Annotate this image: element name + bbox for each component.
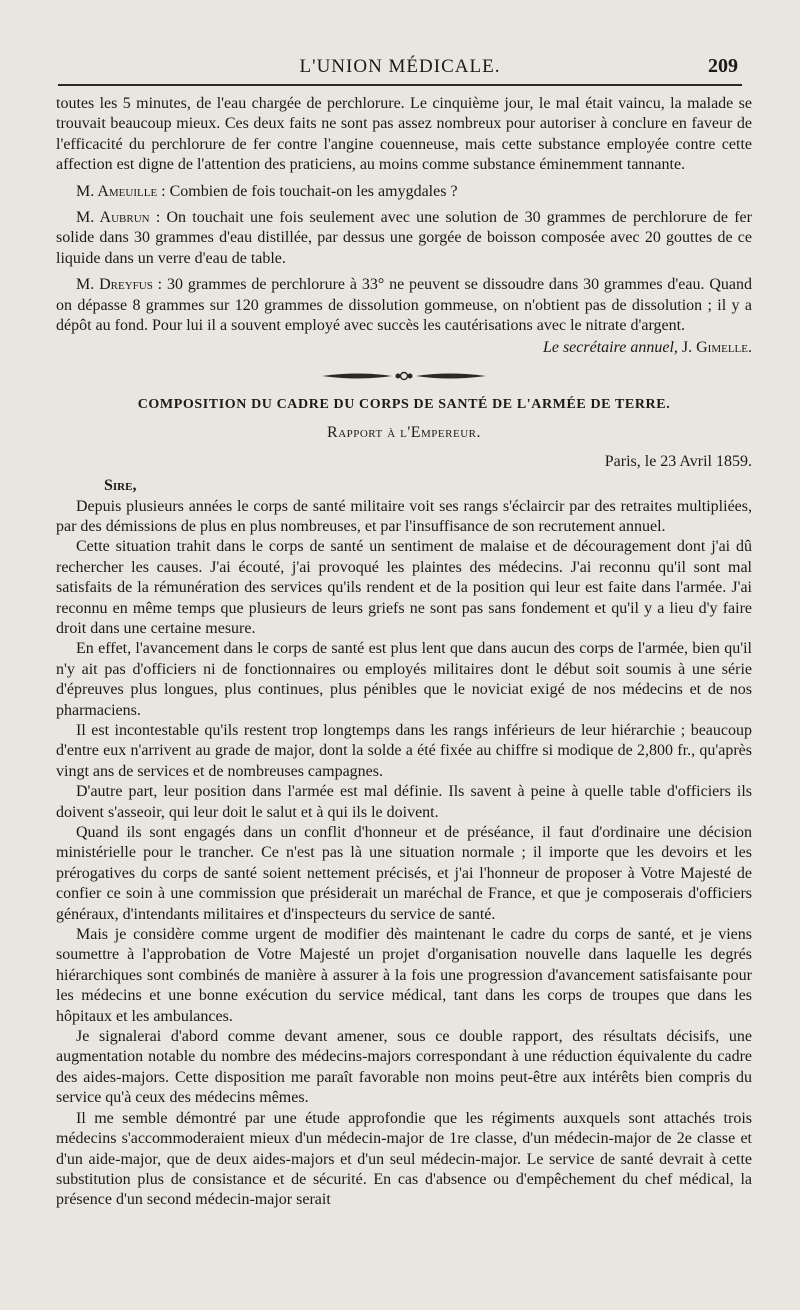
discussion-entry (56, 275, 752, 336)
intro-paragraph: toutes les 5 minutes, de l'eau chargée de perchlorure. Le cinquième jour, le mal était vaincu, la malade se trouvait beaucoup mieux. Ces deux faits ne sont pas assez nombreux pour autoriser à conclure en faveur de l'efficacité du perchlorure de fer contre l'angine couenneuse, mais cette substance employée contre cette affection est digne de l'attention des praticiens, au moins comme substance éminemment tannante. (56, 95, 752, 174)
discussion-text: Combien de fois touchait-on les amygdales ? (169, 182, 458, 200)
speaker-name: M. Aubrun : (76, 209, 161, 227)
signature-role: Le secrétaire annuel, (542, 339, 678, 357)
body-paragraph: Cette situation trahit dans le corps de santé un sentiment de malaise et de découragement dont j'ai dû rechercher les causes. J'ai écouté, j'ai provoqué les plaintes des médecins. J'ai reconnu qu'il sont mal satisfaits de la rémunération des services qu'ils rendent et de la position qui leur est faite dans l'armée. J'ai reconnu en même temps que plusieurs de leurs griefs ne sont pas sans fondement et qu'il y a lieu d'y faire droit dans une certaine mesure. (56, 538, 752, 637)
ornament-divider (56, 369, 752, 383)
body-text (56, 94, 752, 1211)
discussion-entry (56, 208, 752, 269)
section-title: COMPOSITION DU CADRE DU CORPS DE SANTÉ DE L'ARMÉE DE TERRE. (137, 396, 671, 412)
body-paragraph: Depuis plusieurs années le corps de santé militaire voit ses rangs s'éclaircir par des retraites multipliées, par des démissions de plus en plus nombreuses, et par l'insuffisance de son recrutement annuel. (56, 497, 752, 535)
running-header (58, 44, 742, 86)
body-paragraph: En effet, l'avancement dans le corps de santé est plus lent que dans aucun des corps de l'armée, bien qu'il n'y ait pas d'officiers ni de fonctionnaires ou employés militaires dont le début soit soumis à une série d'épreuves plus longues, plus continues, plus pénibles que le noviciat exigé de nos médecins et de nos pharmaciens. (56, 640, 752, 719)
journal-title: L'UNION MÉDICALE. (299, 56, 501, 77)
speaker-name: M. Ameuille : (76, 182, 166, 200)
page-number: 209 (708, 55, 738, 77)
discussion-text: On touchait une fois seulement avec une solution de 30 grammes de perchlorure de fer solide dans 30 grammes d'eau distillée, par dessus une gorgée de boisson composée avec 20 gouttes de ce liquide dans un verre d'eau de table. (56, 209, 752, 267)
body-paragraph: D'autre part, leur position dans l'armée est mal définie. Ils savent à peine à quelle table d'officiers ils doivent s'asseoir, qui leur doit le salut et à qui ils le doivent. (56, 783, 752, 821)
discussion-text: 30 grammes de perchlorure à 33° ne peuvent se dissoudre dans 30 grammes d'eau. Quand on dépasse 8 grammes sur 120 grammes de dissolution gommeuse, on n'obtient pas de dissolution ; il y a dépôt au fond. Pour lui il a souvent employé avec succès les cautérisations avec le nitrate d'argent. (56, 276, 753, 335)
body-paragraph: Mais je considère comme urgent de modifier dès maintenant le cadre du corps de santé, et je viens soumettre à l'approbation de Votre Majesté un projet d'organisation nouvelle dans laquelle les degrés hiérarchiques sont combinés de manière à assurer à la fois une progression d'avancement satisfaisante pour les médecins et une bonne exécution du service médical, tant dans les corps de troupes que dans les hôpitaux et les ambulances. (56, 926, 752, 1025)
speaker-name: M. Dreyfus : (76, 276, 163, 294)
salutation: Sire, (104, 477, 137, 495)
section-subtitle: Rapport à l'Empereur. (327, 424, 481, 442)
discussion-entry (56, 182, 752, 202)
ornament-divider-icon (314, 369, 494, 383)
body-paragraph: Quand ils sont engagés dans un conflit d'honneur et de préséance, il faut d'ordinaire une décision ministérielle pour le trancher. Ce n'est pas là une situation normale ; il importe que les devoirs et les prérogatives du corps de santé soient nettement précisés, et j'ai l'honneur de proposer à Votre Majesté de confier ce soin à une commission que présiderait un maréchal de France, et que je composerais d'officiers généraux, d'intendants militaires et d'inspecteurs du service de santé. (56, 824, 752, 923)
body-paragraph: Je signalerai d'abord comme devant amener, sous ce double rapport, des résultats décisifs, une augmentation notable du nombre des médecins-majors correspondant à une réduction équivalente du cadre des aides-majors. Cette disposition me paraît favorable non moins peut-être aux intérêts bien compris du service qu'à ceux des médecins mêmes. (56, 1028, 752, 1107)
body-paragraph: Il me semble démontré par une étude approfondie que les régiments auxquels sont attachés trois médecins s'accommoderaient mieux d'un médecin-major de 1re classe, d'un médecin-major de 2e classe et d'un aide-major, que de deux aides-majors et d'un seul médecin-major. Le service de santé devrait à cette substitution plus de consistance et de sécurité. En cas d'absence ou d'empêchement du chef médical, la présence d'un second médecin-major serait (56, 1109, 752, 1209)
signature (56, 338, 752, 358)
body-paragraph: Il est incontestable qu'ils restent trop longtemps dans les rangs inférieurs de leur hiérarchie ; beaucoup d'entre eux n'arrivent au grade de major, dont la solde a été fixée au chiffre si modique de 2,800 fr., qu'après vingt ans de services et de nombreuses campagnes. (56, 721, 752, 780)
signature-name: J. Gimelle. (681, 339, 752, 357)
dateline: Paris, le 23 Avril 1859. (604, 452, 752, 470)
